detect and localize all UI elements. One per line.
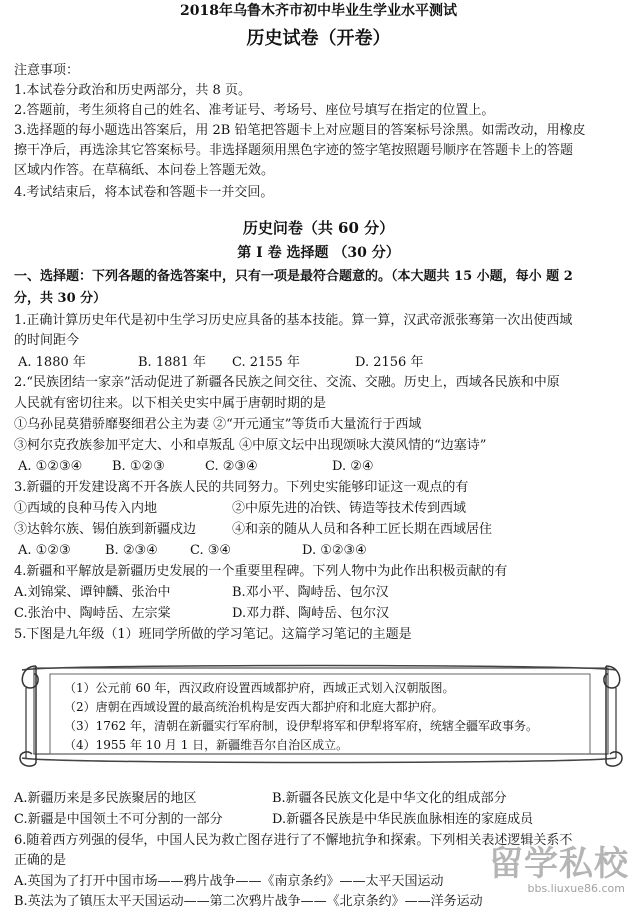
option-b: B.英法为了镇压太平天国运动——第二次鸦片战争——《北京条约》——洋务运动 (14, 894, 483, 909)
question-item: ①乌孙昆莫猎骄靡娶细君公主为妻 ②“开元通宝”等货币大量流行于西域 (14, 417, 422, 432)
option-b: B. ①②③ (112, 459, 165, 474)
watermark-url: bbs.liuxue86.com (527, 882, 625, 895)
note-line: （3）1762 年，清朝在新疆实行军府制，设伊犁将军和伊犁将军府，统辖全疆军政事务。 (64, 719, 538, 733)
note-line: （4）1955 年 10 月 1 日，新疆维吾尔自治区成立。 (64, 738, 349, 752)
watermark-text: 留学私校 (489, 844, 629, 884)
option-d: D.邓力群、陶峙岳、包尔汉 (232, 606, 390, 621)
option-b: B. 1881 年 (138, 355, 207, 370)
section-instruction: 分，共 30 分） (14, 291, 107, 306)
option-d: D. ①②③④ (302, 543, 367, 558)
question-stem: 2.“民族团结一家亲”活动促进了新疆各民族之间交往、交流、交融。历史上，西域各民族和中原 (14, 375, 560, 390)
option-b: B.邓小平、陶峙岳、包尔汉 (232, 585, 389, 600)
option-a: A. ①②③④ (18, 459, 83, 474)
option-c: C.新疆是中国领土不可分割的一部分 (14, 812, 223, 827)
option-c: C. ②③④ (205, 459, 258, 474)
notes-item: 区域内作答。在草稿纸、本问卷上答题无效。 (14, 163, 275, 178)
question-stem: 的时间距今 (14, 333, 80, 348)
option-a: A. 1880 年 (18, 355, 86, 370)
option-a: A.刘锦棠、谭钟麟、张治中 (14, 585, 171, 600)
question-item: ③达斡尔族、锡伯族到新疆戍边 (14, 522, 197, 537)
question-stem: 5.下图是九年级（1）班同学所做的学习笔记。这篇学习笔记的主题是 (14, 627, 412, 642)
option-c: C.张治中、陶峙岳、左宗棠 (14, 606, 171, 621)
question-stem: 6.随着西方列强的侵华，中国人民为救亡图存进行了不懈地抗争和探索。下列相关表述逻辑关系不 (14, 833, 573, 848)
section-title: 历史问卷（共 60 分） (242, 219, 395, 237)
note-line: （1）公元前 60 年，西汉政府设置西域都护府，西域正式划入汉朝版图。 (64, 681, 455, 695)
question-item: ④和亲的随从人员和各种工匠长期在西域居住 (232, 522, 493, 537)
notes-item: 4.考试结束后，将本试卷和答题卡一并交回。 (14, 185, 274, 200)
option-d: D. 2156 年 (355, 355, 424, 370)
option-a: A.英国为了打开中国市场——鸦片战争——《南京条约》——太平天国运动 (14, 874, 444, 889)
notes-item: 2.答题前，考生须将自己的姓名、准考证号、考场号、座位号填写在指定的位置上。 (14, 103, 495, 118)
option-b: B.新疆各民族文化是中华文化的组成部分 (272, 791, 507, 806)
notes-heading: 注意事项： (14, 63, 80, 78)
notes-item: 3.选择题的每小题选出答案后，用 2B 铅笔把答题卡上对应题目的答案标号涂黑。如需改动，用橡皮 (14, 123, 586, 138)
question-stem: 4.新疆和平解放是新疆历史发展的一个重要里程碑。下列人物中为此作出积极贡献的有 (14, 564, 508, 579)
notes-item: 擦干净后，再选涂其它答案标号。非选择题须用黑色字迹的签字笔按照题号顺序在答题卡上的答题 (14, 143, 574, 158)
option-c: C. 2155 年 (232, 355, 300, 370)
note-line: （2）唐朝在西域设置的最高统治机构是安西大都护府和北庭大都护府。 (64, 700, 444, 714)
question-item: ③柯尔克孜族参加平定大、小和卓叛乱 ④中原文坛中出现颂咏大漠风情的“边塞诗” (14, 438, 487, 453)
option-b: B. ②③④ (105, 543, 158, 558)
question-stem: 3.新疆的开发建设离不开各族人民的共同努力。下列史实能够印证这一观点的有 (14, 480, 469, 495)
section-instruction: 一、选择题：下列各题的备选答案中，只有一项是最符合题意的。（本大题共 15 小题，每小 题 2 (14, 269, 573, 284)
notes-item: 1.本试卷分政治和历史两部分，共 8 页。 (14, 83, 251, 98)
question-stem: 正确的是 (14, 853, 67, 868)
option-d: D.新疆各民族是中华民族血脉相连的家庭成员 (272, 812, 534, 827)
question-item: ②中原先进的冶铁、铸造等技术传到西域 (232, 501, 467, 516)
paper-title: 历史试卷（开卷） (246, 28, 391, 49)
question-stem: 1.正确计算历史年代是初中生学习历史应具备的基本技能。算一算，汉武帝派张骞第一次出使西域 (14, 313, 573, 328)
question-stem: 人民就有密切往来。以下相关史实中属于唐朝时期的是 (14, 396, 327, 411)
option-a: A. ①②③ (18, 543, 71, 558)
part-title: 第 I 卷 选择题 （30 分） (237, 245, 400, 261)
watermark-logo (479, 836, 629, 906)
option-c: C. ③④ (190, 543, 232, 558)
option-a: A.新疆历来是多民族聚居的地区 (14, 791, 197, 806)
option-d: D. ②④ (332, 459, 374, 474)
exam-title: 2018年乌鲁木齐市初中毕业生学业水平测试 (180, 3, 457, 19)
question-item: ①西域的良种马传入内地 (14, 501, 158, 516)
